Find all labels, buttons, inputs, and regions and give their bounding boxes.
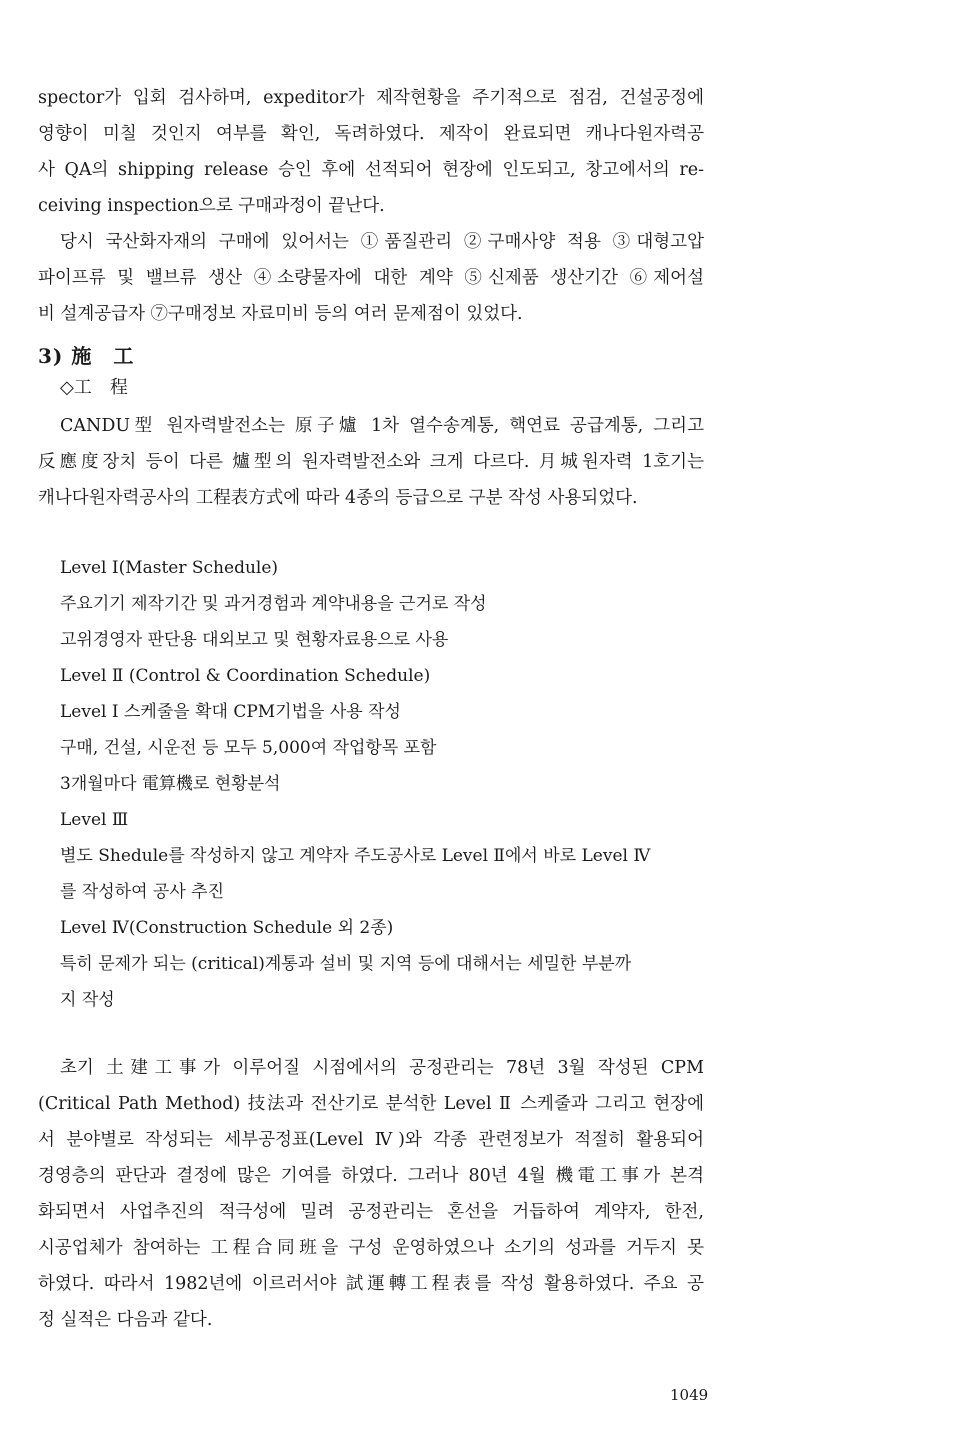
section-heading: 3) 施 工 [38,344,135,368]
paragraph-line: CANDU型 원자력발전소는 原子爐 1차 열수송계통, 핵연료 공급계통, 그리고 [60,416,704,436]
level-item: 고위경영자 판단용 대외보고 및 현황자료용으로 사용 [60,630,449,650]
paragraph-line: 화되면서 사업추진의 적극성에 밀려 공정관리는 혼선을 거듭하여 계약자, 한전, [38,1202,704,1222]
paragraph-line: 초기 土建工事가 이루어질 시점에서의 공정관리는 78년 3월 작성된 CPM [60,1058,704,1078]
paragraph-line: 사 QA의 shipping release 승인 후에 선적되어 현장에 인도되고, 창고에서의 re- [38,160,704,180]
level-item: 지 작성 [60,990,115,1010]
level-item: 별도 Shedule를 작성하지 않고 계약자 주도공사로 Level Ⅱ에서 바로 Level Ⅳ [60,846,651,866]
paragraph-line: 하였다. 따라서 1982년에 이르러서야 試運轉工程表를 작성 활용하였다. 주요 공 [38,1274,704,1294]
paragraph-line: 서 분야별로 작성되는 세부공정표(Level Ⅳ)와 각종 관련정보가 적절히 활용되어 [38,1130,704,1150]
paragraph-line: 파이프류 및 밸브류 생산 ④소량물자에 대한 계약 ⑤신제품 생산기간 ⑥제어설 [38,268,704,288]
level-item: Level Ⅲ [60,810,129,830]
level-item: 구매, 건설, 시운전 등 모두 5,000여 작업항목 포함 [60,738,437,758]
level-item: Level Ⅳ(Construction Schedule 외 2종) [60,918,394,938]
level-item: Level Ⅰ 스케줄을 확대 CPM기법을 사용 작성 [60,702,401,722]
paragraph-line: 시공업체가 참여하는 工程合同班을 구성 운영하였으나 소기의 성과를 거두지 못 [38,1238,704,1258]
paragraph-line: ceiving inspection으로 구매과정이 끝난다. [38,196,385,216]
subsection-heading: ◇工 程 [60,377,128,398]
page-number: 1049 [670,1386,709,1404]
paragraph-line: 당시 국산화자재의 구매에 있어서는 ①품질관리 ②구매사양 적용 ③대형고압 [60,232,704,252]
paragraph-line: 경영층의 판단과 결정에 많은 기여를 하였다. 그러나 80년 4월 機電工事가 본격 [38,1166,704,1186]
paragraph-line: 영향이 미칠 것인지 여부를 확인, 독려하였다. 제작이 완료되면 캐나다원자력공 [38,124,704,144]
paragraph-line: 정 실적은 다음과 같다. [38,1310,213,1330]
paragraph-line: spector가 입회 검사하며, expeditor가 제작현황을 주기적으로 점검, 건설공정에 [38,88,704,108]
paragraph-line: 캐나다원자력공사의 工程表方式에 따라 4종의 등급으로 구분 작성 사용되었다. [38,488,638,508]
level-item: 를 작성하여 공사 추진 [60,882,225,902]
level-item: 특히 문제가 되는 (critical)계통과 설비 및 지역 등에 대해서는 세밀한 부분까 [60,954,632,974]
level-item: 주요기기 제작기간 및 과거경험과 계약내용을 근거로 작성 [60,594,487,614]
paragraph-line: 反應度장치 등이 다른 爐型의 원자력발전소와 크게 다르다. 月城원자력 1호기는 [38,452,704,472]
paragraph-line: 비 설계공급자 ⑦구매정보 자료미비 등의 여러 문제점이 있었다. [38,304,523,324]
level-item: Level Ⅱ (Control & Coordination Schedule) [60,666,431,686]
level-item: 3개월마다 電算機로 현황분석 [60,774,281,794]
level-item: Level Ⅰ(Master Schedule) [60,558,279,578]
paragraph-line: (Critical Path Method) 技法과 전산기로 분석한 Level Ⅱ 스케줄과 그리고 현장에 [38,1094,704,1114]
